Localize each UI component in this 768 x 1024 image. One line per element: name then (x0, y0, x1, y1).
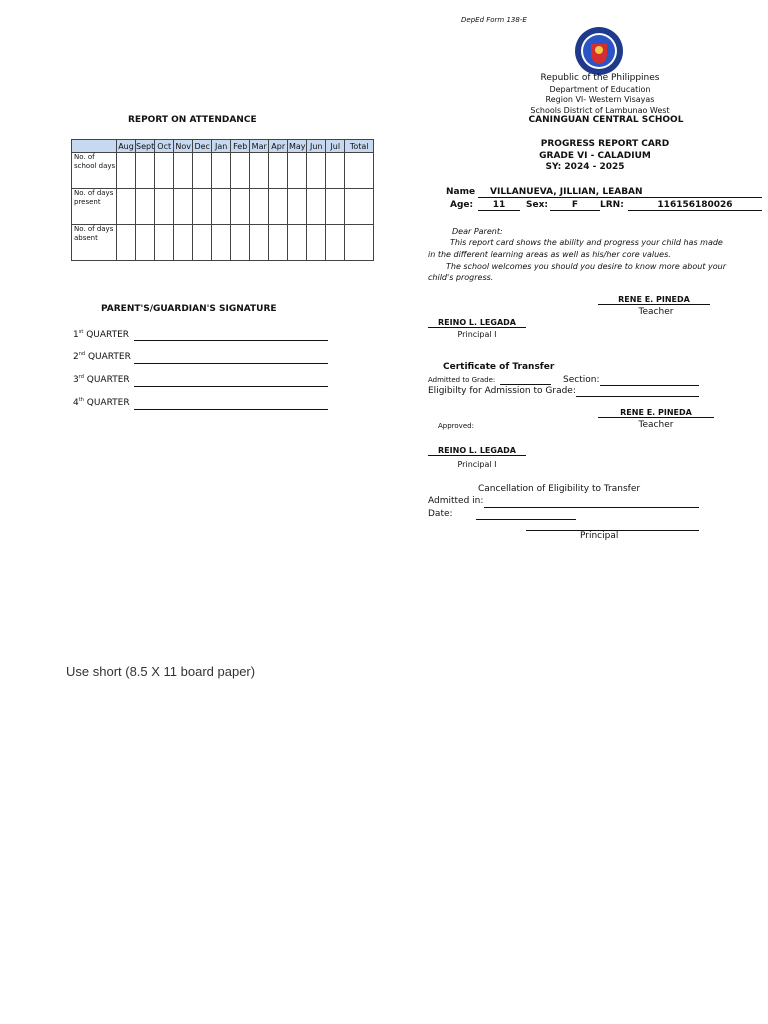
department-text: Department of Education (549, 85, 651, 94)
month-header: Mar (251, 141, 267, 151)
name-label: Name (446, 187, 476, 197)
date-line (476, 519, 576, 520)
lrn-label: LRN: (600, 200, 624, 210)
month-header: Apr (269, 140, 288, 153)
region-text: Region VI- Western Visayas (545, 95, 655, 104)
row-label: No. of days present (72, 189, 117, 225)
letter-line-2: in the different learning areas as well as his/her core values. (428, 250, 671, 259)
cancellation-principal: Principal (580, 531, 619, 541)
approved-label: Approved: (438, 422, 474, 430)
date-label: Date: (428, 509, 453, 519)
quarter-4-label: 4th QUARTER (73, 397, 130, 408)
letter-line-3: The school welcomes you should you desire to know more about your (446, 262, 727, 271)
lrn-value: 116156180026 (628, 200, 762, 211)
age-value: 11 (478, 200, 520, 211)
table-row (72, 189, 374, 225)
month-header: Jan (212, 140, 231, 153)
letter-line-4: child's progress. (428, 273, 494, 282)
district-text: Schools District of Lambunao West (530, 106, 670, 115)
card-title: PROGRESS REPORT CARD (540, 139, 670, 149)
month-header: Dec (194, 141, 210, 151)
school-year: SY: 2024 - 2025 (545, 162, 625, 172)
form-id: DepEd Form 138-E (461, 16, 527, 24)
quarter-3-signature-line[interactable] (134, 386, 328, 387)
paper-note: Use short (8.5 X 11 board paper) (66, 664, 256, 679)
month-header: Aug (118, 141, 134, 151)
section-label: Section: (563, 375, 600, 385)
quarter-1-signature-line[interactable] (134, 340, 328, 341)
student-name: VILLANUEVA, JILLIAN, LEABAN (478, 187, 762, 198)
row-label: No. of days absent (72, 225, 117, 261)
principal-name-2: REINO L. LEGADA (428, 446, 526, 456)
month-header: Oct (155, 140, 174, 153)
admitted-in-label: Admitted in: (428, 496, 484, 506)
teacher-title-2: Teacher (638, 420, 674, 430)
month-header: Feb (231, 140, 250, 153)
age-label: Age: (450, 200, 474, 210)
admitted-grade-label: Admitted to Grade: (428, 376, 496, 384)
sex-label: Sex: (526, 200, 548, 210)
month-header: Sept (136, 141, 155, 151)
quarter-2-label: 2nd QUARTER (73, 351, 131, 362)
total-header: Total (345, 140, 374, 153)
quarter-4-signature-line[interactable] (134, 409, 328, 410)
quarter-3-label: 3rd QUARTER (73, 374, 130, 385)
transfer-heading: Certificate of Transfer (443, 362, 555, 372)
grade-section: GRADE VI - CALADIUM (539, 151, 651, 161)
teacher-name: RENE E. PINEDA (598, 295, 710, 305)
deped-seal (574, 26, 624, 76)
quarter-2-signature-line[interactable] (134, 363, 328, 364)
republic-text: Republic of the Philippines (540, 73, 660, 83)
eligibility-label: Eligibilty for Admission to Grade: (428, 386, 576, 396)
principal-name: REINO L. LEGADA (428, 318, 526, 328)
sex-value: F (550, 200, 600, 211)
month-header: Jun (307, 140, 326, 153)
table-row (72, 225, 374, 261)
eligibility-line (576, 396, 699, 397)
teacher-name-2: RENE E. PINEDA (598, 408, 714, 418)
school-name: CANINGUAN CENTRAL SCHOOL (528, 115, 684, 125)
principal-title-2: Principal I (457, 460, 497, 469)
section-line (600, 385, 699, 386)
admitted-grade-line (500, 384, 551, 385)
month-header: Jul (326, 140, 345, 153)
signature-title: PARENT'S/GUARDIAN'S SIGNATURE (101, 304, 277, 314)
header-blank (72, 140, 117, 153)
attendance-title: REPORT ON ATTENDANCE (128, 115, 257, 125)
quarter-1-label: 1st QUARTER (73, 329, 130, 340)
attendance-table (71, 139, 374, 261)
month-header: May (288, 141, 306, 151)
teacher-title: Teacher (638, 307, 674, 317)
table-row (72, 153, 374, 189)
admitted-in-line (484, 507, 699, 508)
letter-line-1: This report card shows the ability and progress your child has made (450, 238, 723, 247)
month-header: Nov (175, 141, 192, 151)
principal-title: Principal I (457, 330, 497, 339)
letter-greeting: Dear Parent: (452, 227, 503, 236)
cancellation-heading: Cancellation of Eligibility to Transfer (478, 484, 641, 494)
row-label: No. of school days (72, 153, 117, 189)
attendance-header-row (72, 140, 374, 153)
